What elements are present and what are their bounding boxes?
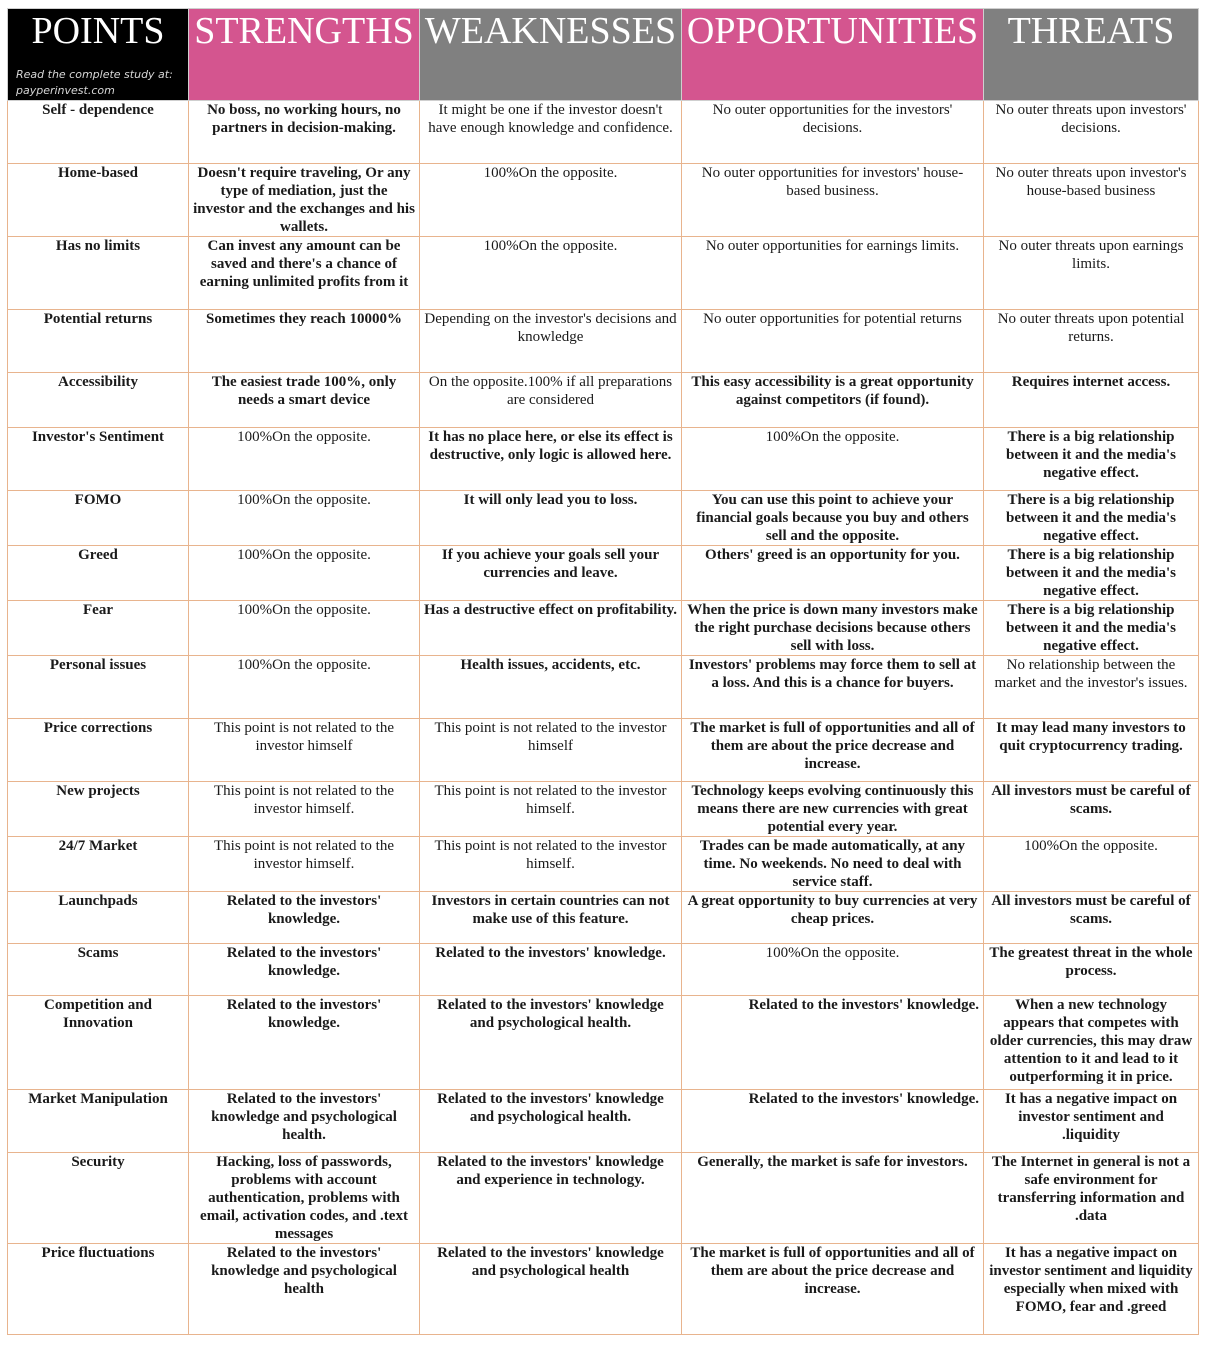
strengths-cell: Can invest any amount can be saved and there's a chance of earning unlimited profits from it bbox=[189, 237, 420, 310]
table-row bbox=[8, 996, 1199, 1090]
point-cell: Fear bbox=[8, 601, 189, 656]
opportunities-cell: You can use this point to achieve your financial goals because you buy and others sell and the opposite. bbox=[682, 491, 984, 546]
table-row bbox=[8, 719, 1199, 782]
opportunities-cell: The market is full of opportunities and all of them are about the price decrease and increase. bbox=[682, 719, 984, 782]
table-row bbox=[8, 373, 1199, 428]
header-row bbox=[8, 9, 1199, 101]
strengths-cell: 100%On the opposite. bbox=[189, 546, 420, 601]
table-row bbox=[8, 837, 1199, 892]
strengths-cell: Related to the investors' knowledge and psychological health bbox=[189, 1244, 420, 1335]
table-row bbox=[8, 892, 1199, 944]
header-threats: THREATS bbox=[984, 9, 1199, 101]
opportunities-cell: The market is full of opportunities and all of them are about the price decrease and increase. bbox=[682, 1244, 984, 1335]
header-points-label: POINTS bbox=[31, 10, 165, 52]
header-points bbox=[8, 9, 189, 101]
threats-cell: There is a big relationship between it and the media's negative effect. bbox=[984, 601, 1199, 656]
weaknesses-cell: If you achieve your goals sell your currencies and leave. bbox=[420, 546, 682, 601]
weaknesses-cell: Investors in certain countries can not make use of this feature. bbox=[420, 892, 682, 944]
strengths-cell: Sometimes they reach 10000% bbox=[189, 310, 420, 373]
opportunities-cell: Related to the investors' knowledge. bbox=[682, 996, 984, 1090]
threats-cell: No outer threats upon investors' decisions. bbox=[984, 101, 1199, 164]
strengths-cell: The easiest trade 100%, only needs a smart device bbox=[189, 373, 420, 428]
point-cell: Scams bbox=[8, 944, 189, 996]
strengths-cell: No boss, no working hours, no partners in decision-making. bbox=[189, 101, 420, 164]
threats-cell: It has a negative impact on investor sentiment and .liquidity bbox=[984, 1090, 1199, 1153]
point-cell: Has no limits bbox=[8, 237, 189, 310]
strengths-cell: This point is not related to the investor himself. bbox=[189, 782, 420, 837]
point-cell: Security bbox=[8, 1153, 189, 1244]
point-cell: Price fluctuations bbox=[8, 1244, 189, 1335]
threats-cell: No outer threats upon investor's house-based business bbox=[984, 164, 1199, 237]
table-row bbox=[8, 164, 1199, 237]
strengths-cell: This point is not related to the investor himself. bbox=[189, 837, 420, 892]
table-row bbox=[8, 601, 1199, 656]
point-cell: Competition and Innovation bbox=[8, 996, 189, 1090]
strengths-cell: Related to the investors' knowledge. bbox=[189, 996, 420, 1090]
point-cell: Launchpads bbox=[8, 892, 189, 944]
weaknesses-cell: Has a destructive effect on profitability. bbox=[420, 601, 682, 656]
strengths-cell: 100%On the opposite. bbox=[189, 428, 420, 491]
strengths-cell: This point is not related to the investor himself bbox=[189, 719, 420, 782]
threats-cell: The Internet in general is not a safe environment for transferring information and .data bbox=[984, 1153, 1199, 1244]
threats-cell: No relationship between the market and the investor's issues. bbox=[984, 656, 1199, 719]
opportunities-cell: Technology keeps evolving continuously this means there are new currencies with great potential every year. bbox=[682, 782, 984, 837]
opportunities-cell: A great opportunity to buy currencies at very cheap prices. bbox=[682, 892, 984, 944]
point-cell: Investor's Sentiment bbox=[8, 428, 189, 491]
header-weaknesses: WEAKNESSES bbox=[420, 9, 682, 101]
weaknesses-cell: Related to the investors' knowledge. bbox=[420, 944, 682, 996]
strengths-cell: Hacking, loss of passwords, problems with account authentication, problems with email, activation codes, and .text messages bbox=[189, 1153, 420, 1244]
weaknesses-cell: Depending on the investor's decisions and knowledge bbox=[420, 310, 682, 373]
point-cell: Market Manipulation bbox=[8, 1090, 189, 1153]
threats-cell: No outer threats upon earnings limits. bbox=[984, 237, 1199, 310]
threats-cell: 100%On the opposite. bbox=[984, 837, 1199, 892]
opportunities-cell: Trades can be made automatically, at any time. No weekends. No need to deal with service staff. bbox=[682, 837, 984, 892]
swot-table bbox=[7, 8, 1199, 1335]
weaknesses-cell: It has no place here, or else its effect is destructive, only logic is allowed here. bbox=[420, 428, 682, 491]
threats-cell: The greatest threat in the whole process. bbox=[984, 944, 1199, 996]
opportunities-cell: Others' greed is an opportunity for you. bbox=[682, 546, 984, 601]
threats-cell: There is a big relationship between it and the media's negative effect. bbox=[984, 546, 1199, 601]
strengths-cell: Related to the investors' knowledge. bbox=[189, 892, 420, 944]
point-cell: Greed bbox=[8, 546, 189, 601]
weaknesses-cell: Related to the investors' knowledge and psychological health. bbox=[420, 1090, 682, 1153]
strengths-cell: 100%On the opposite. bbox=[189, 601, 420, 656]
threats-cell: All investors must be careful of scams. bbox=[984, 782, 1199, 837]
table-row bbox=[8, 944, 1199, 996]
header-strengths: STRENGTHS bbox=[189, 9, 420, 101]
point-cell: Home-based bbox=[8, 164, 189, 237]
threats-cell: Requires internet access. bbox=[984, 373, 1199, 428]
threats-cell: There is a big relationship between it and the media's negative effect. bbox=[984, 491, 1199, 546]
table-row bbox=[8, 656, 1199, 719]
opportunities-cell: When the price is down many investors make the right purchase decisions because others sell with loss. bbox=[682, 601, 984, 656]
opportunities-cell: No outer opportunities for earnings limits. bbox=[682, 237, 984, 310]
strengths-cell: Related to the investors' knowledge and psychological health. bbox=[189, 1090, 420, 1153]
threats-cell: It has a negative impact on investor sentiment and liquidity especially when mixed with FOMO, fear and .greed bbox=[984, 1244, 1199, 1335]
study-credit bbox=[16, 67, 173, 99]
weaknesses-cell: Related to the investors' knowledge and experience in technology. bbox=[420, 1153, 682, 1244]
table-row bbox=[8, 1090, 1199, 1153]
opportunities-cell: This easy accessibility is a great opportunity against competitors (if found). bbox=[682, 373, 984, 428]
table-row bbox=[8, 546, 1199, 601]
weaknesses-cell: It might be one if the investor doesn't have enough knowledge and confidence. bbox=[420, 101, 682, 164]
opportunities-cell: 100%On the opposite. bbox=[682, 944, 984, 996]
table-row bbox=[8, 1244, 1199, 1335]
weaknesses-cell: This point is not related to the investor himself. bbox=[420, 837, 682, 892]
weaknesses-cell: This point is not related to the investor himself. bbox=[420, 782, 682, 837]
weaknesses-cell: Health issues, accidents, etc. bbox=[420, 656, 682, 719]
point-cell: FOMO bbox=[8, 491, 189, 546]
opportunities-cell: No outer opportunities for investors' house-based business. bbox=[682, 164, 984, 237]
threats-cell: All investors must be careful of scams. bbox=[984, 892, 1199, 944]
opportunities-cell: 100%On the opposite. bbox=[682, 428, 984, 491]
header-opportunities: OPPORTUNITIES bbox=[682, 9, 984, 101]
weaknesses-cell: 100%On the opposite. bbox=[420, 164, 682, 237]
opportunities-cell: No outer opportunities for potential returns bbox=[682, 310, 984, 373]
opportunities-cell: Investors' problems may force them to sell at a loss. And this is a chance for buyers. bbox=[682, 656, 984, 719]
strengths-cell: Doesn't require traveling, Or any type of mediation, just the investor and the exchanges and his wallets. bbox=[189, 164, 420, 237]
opportunities-cell: No outer opportunities for the investors' decisions. bbox=[682, 101, 984, 164]
credit-line-2: payperinvest.com bbox=[16, 84, 115, 97]
strengths-cell: Related to the investors' knowledge. bbox=[189, 944, 420, 996]
threats-cell: There is a big relationship between it and the media's negative effect. bbox=[984, 428, 1199, 491]
strengths-cell: 100%On the opposite. bbox=[189, 491, 420, 546]
point-cell: Self - dependence bbox=[8, 101, 189, 164]
point-cell: Potential returns bbox=[8, 310, 189, 373]
threats-cell: No outer threats upon potential returns. bbox=[984, 310, 1199, 373]
opportunities-cell: Related to the investors' knowledge. bbox=[682, 1090, 984, 1153]
table-row bbox=[8, 237, 1199, 310]
weaknesses-cell: On the opposite.100% if all preparations are considered bbox=[420, 373, 682, 428]
point-cell: New projects bbox=[8, 782, 189, 837]
point-cell: Personal issues bbox=[8, 656, 189, 719]
table-row bbox=[8, 782, 1199, 837]
weaknesses-cell: Related to the investors' knowledge and psychological health bbox=[420, 1244, 682, 1335]
point-cell: Price corrections bbox=[8, 719, 189, 782]
table-row bbox=[8, 1153, 1199, 1244]
weaknesses-cell: 100%On the opposite. bbox=[420, 237, 682, 310]
table-row bbox=[8, 310, 1199, 373]
table-row bbox=[8, 428, 1199, 491]
weaknesses-cell: Related to the investors' knowledge and psychological health. bbox=[420, 996, 682, 1090]
threats-cell: When a new technology appears that competes with older currencies, this may draw attention to it and lead to it outperforming it in price. bbox=[984, 996, 1199, 1090]
weaknesses-cell: It will only lead you to loss. bbox=[420, 491, 682, 546]
weaknesses-cell: This point is not related to the investor himself bbox=[420, 719, 682, 782]
point-cell: Accessibility bbox=[8, 373, 189, 428]
threats-cell: It may lead many investors to quit cryptocurrency trading. bbox=[984, 719, 1199, 782]
opportunities-cell: Generally, the market is safe for investors. bbox=[682, 1153, 984, 1244]
table-row bbox=[8, 491, 1199, 546]
strengths-cell: 100%On the opposite. bbox=[189, 656, 420, 719]
credit-line-1: Read the complete study at: bbox=[16, 68, 173, 81]
table-row bbox=[8, 101, 1199, 164]
point-cell: 24/7 Market bbox=[8, 837, 189, 892]
